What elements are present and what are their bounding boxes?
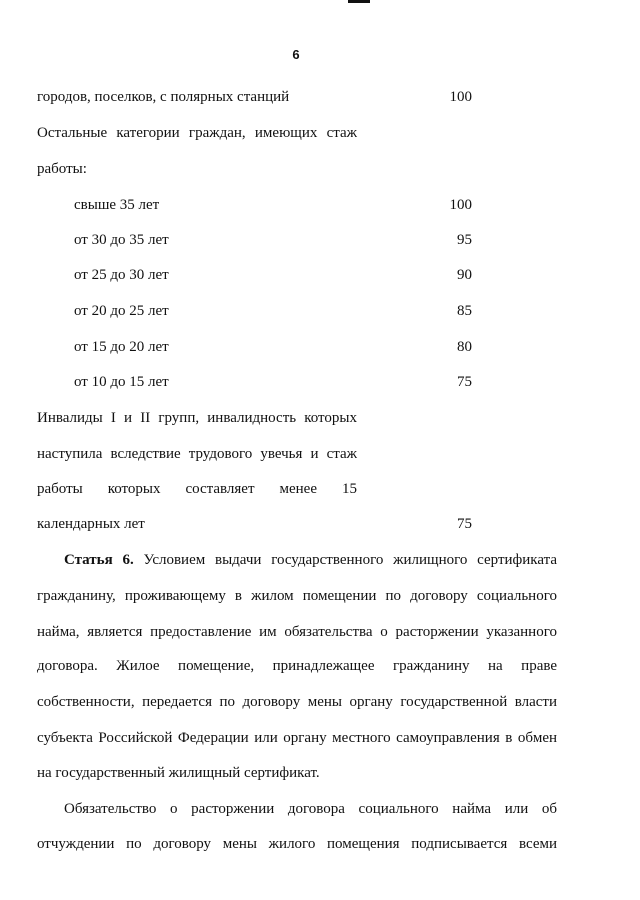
table-row-label: городов, поселков, с полярных станций: [37, 89, 290, 105]
table-row-label: наступила вследствие трудового увечья и стаж: [37, 446, 357, 462]
table-row-label: от 25 до 30 лет: [74, 267, 169, 283]
table-row-value: 100: [449, 89, 472, 105]
table-row-value: 80: [457, 339, 472, 355]
table-row-value: 75: [457, 374, 472, 390]
table-row-label: работы:: [37, 161, 87, 177]
article-6-line: собственности, передается по договору мены органу государственной власти: [37, 694, 557, 710]
paragraph-line: отчуждении по договору мены жилого помещения подписывается всеми: [37, 836, 557, 852]
table-row-label: Инвалиды I и II групп, инвалидность которых: [37, 410, 357, 426]
article-6-line: [64, 548, 557, 572]
article-6-line: гражданину, проживающему в жилом помещении по договору социального: [37, 588, 557, 604]
article-6-line: субъекта Российской Федерации или органу местного самоуправления в обмен: [37, 730, 557, 746]
article-6-line: на государственный жилищный сертификат.: [37, 765, 320, 781]
table-row-label: от 30 до 35 лет: [74, 232, 169, 248]
top-edge-mark: [348, 0, 370, 3]
table-row-label: Остальные категории граждан, имеющих стаж: [37, 125, 357, 141]
article-text: Условием выдачи государственного жилищного сертификата: [143, 552, 558, 568]
table-row-value: 95: [457, 232, 472, 248]
table-row-label: от 20 до 25 лет: [74, 303, 169, 319]
article-heading: Статья 6.: [64, 552, 134, 568]
paragraph-line: Обязательство о расторжении договора социального найма или об: [64, 801, 557, 817]
table-row-label: свыше 35 лет: [74, 197, 160, 213]
table-row-value: 85: [457, 303, 472, 319]
table-row-label: работы которых составляет менее 15: [37, 481, 357, 497]
article-6-line: найма, является предоставление им обязательства о расторжении указанного: [37, 624, 557, 640]
page-number: 6: [292, 47, 300, 62]
table-row-value: 100: [449, 197, 472, 213]
table-row-label: от 15 до 20 лет: [74, 339, 169, 355]
table-row-label: от 10 до 15 лет: [74, 374, 169, 390]
table-row-label: календарных лет: [37, 516, 145, 532]
article-6-line: договора. Жилое помещение, принадлежащее гражданину на праве: [37, 658, 557, 674]
table-row-value: 75: [457, 516, 472, 532]
table-row-value: 90: [457, 267, 472, 283]
